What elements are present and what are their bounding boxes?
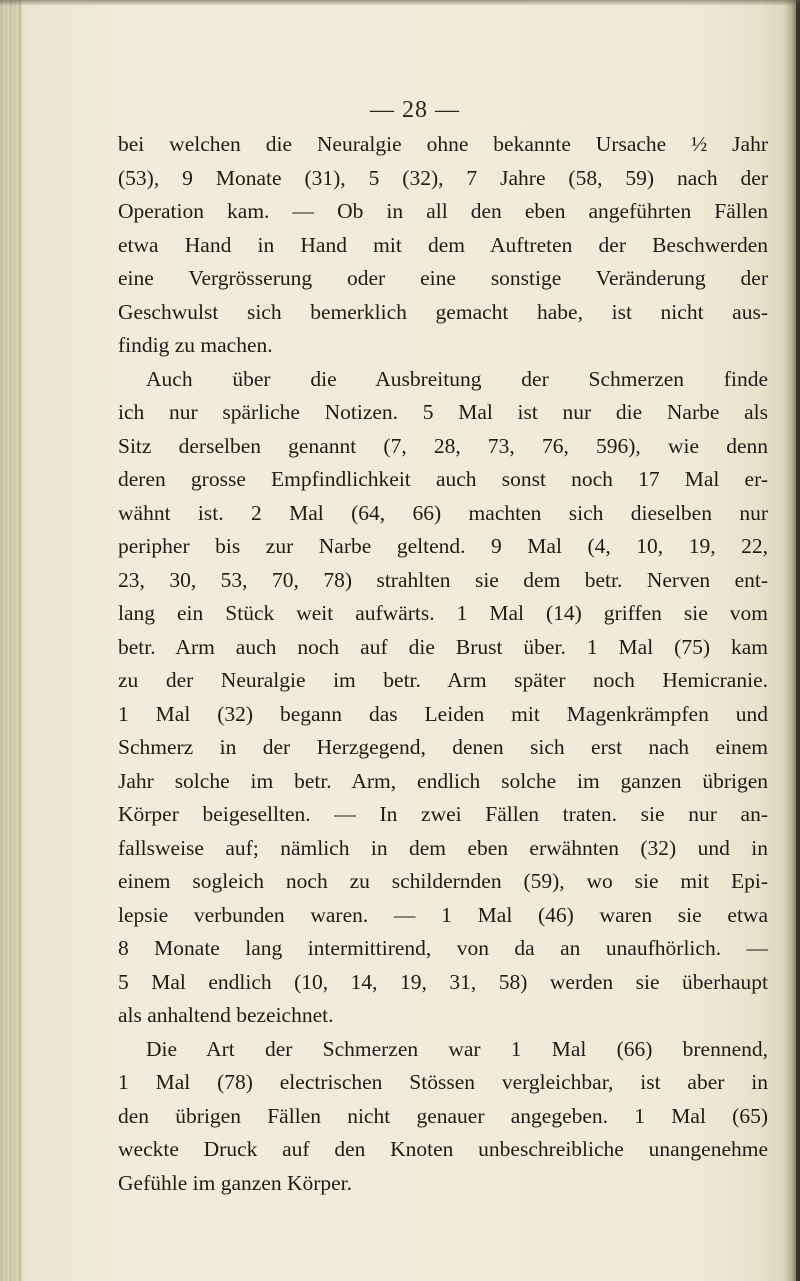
text-line: lepsie verbunden waren. — 1 Mal (46) waren sie etwa xyxy=(118,902,768,927)
page-number: — 28 — xyxy=(370,97,460,123)
text-line: weckte Druck auf den Knoten unbeschreibliche unangenehme xyxy=(118,1137,768,1161)
binding-edge xyxy=(0,0,22,1281)
paragraph-2 xyxy=(118,363,768,1033)
text-line: (53), 9 Monate (31), 5 (32), 7 Jahre (58, 59) nach der xyxy=(118,165,768,190)
text-line: 8 Monate lang intermittirend, von da an unaufhörlich. — xyxy=(118,936,768,960)
text-line: deren grosse Empfindlichkeit auch sonst noch 17 Mal er- xyxy=(118,467,768,491)
text-line: 1 Mal (78) electrischen Stössen vergleichbar, ist aber in xyxy=(118,1070,768,1094)
page-edge-dark xyxy=(796,0,800,1281)
text-line: Schmerz in der Herzgegend, denen sich erst nach einem xyxy=(118,735,768,759)
paragraph-3 xyxy=(118,1033,768,1201)
text-line: ich nur spärliche Notizen. 5 Mal ist nur die Narbe als xyxy=(118,400,768,424)
text-line: fallsweise auf; nämlich in dem eben erwähnten (32) und in xyxy=(118,835,768,860)
text-line: Gefühle im ganzen Körper. xyxy=(118,1170,353,1195)
text-line: Sitz derselben genannt (7, 28, 73, 76, 596), wie denn xyxy=(118,433,768,458)
text-line: Geschwulst sich bemerklich gemacht habe, ist nicht aus- xyxy=(118,299,768,324)
text-line: den übrigen Fällen nicht genauer angegeben. 1 Mal (65) xyxy=(118,1103,768,1128)
text-line: 1 Mal (32) begann das Leiden mit Magenkrämpfen und xyxy=(118,701,768,726)
paragraph-1 xyxy=(118,128,768,363)
text-line: zu der Neuralgie im betr. Arm später noch Hemicranie. xyxy=(118,668,768,692)
text-line: peripher bis zur Narbe geltend. 9 Mal (4, 10, 19, 22, xyxy=(118,534,768,558)
text-line: findig zu machen. xyxy=(118,333,273,357)
text-line: eine Vergrösserung oder eine sonstige Veränderung der xyxy=(118,266,768,290)
text-line: betr. Arm auch noch auf die Brust über. 1 Mal (75) kam xyxy=(118,634,768,659)
text-line: Operation kam. — Ob in all den eben angeführten Fällen xyxy=(118,199,768,223)
text-line: 5 Mal endlich (10, 14, 19, 31, 58) werden sie überhaupt xyxy=(118,969,768,994)
text-line: lang ein Stück weit aufwärts. 1 Mal (14) griffen sie vom xyxy=(118,601,768,625)
text-line: wähnt ist. 2 Mal (64, 66) machten sich dieselben nur xyxy=(118,500,768,525)
text-line: als anhaltend bezeichnet. xyxy=(118,1003,334,1027)
text-line: Die Art der Schmerzen war 1 Mal (66) brennend, xyxy=(146,1036,768,1061)
text-line: bei welchen die Neuralgie ohne bekannte Ursache ½ Jahr xyxy=(118,132,768,156)
text-line: etwa Hand in Hand mit dem Auftreten der Beschwerden xyxy=(118,232,768,257)
body-text xyxy=(118,128,768,1200)
text-line: 23, 30, 53, 70, 78) strahlten sie dem betr. Nerven ent- xyxy=(118,567,768,592)
text-line: Jahr solche im betr. Arm, endlich solche im ganzen übrigen xyxy=(118,768,768,793)
top-edge-shadow xyxy=(0,0,800,6)
text-line: Auch über die Ausbreitung der Schmerzen finde xyxy=(146,366,768,391)
text-line: einem sogleich noch zu schildernden (59), wo sie mit Epi- xyxy=(118,869,768,893)
text-line: Körper beigesellten. — In zwei Fällen traten. sie nur an- xyxy=(118,802,768,826)
